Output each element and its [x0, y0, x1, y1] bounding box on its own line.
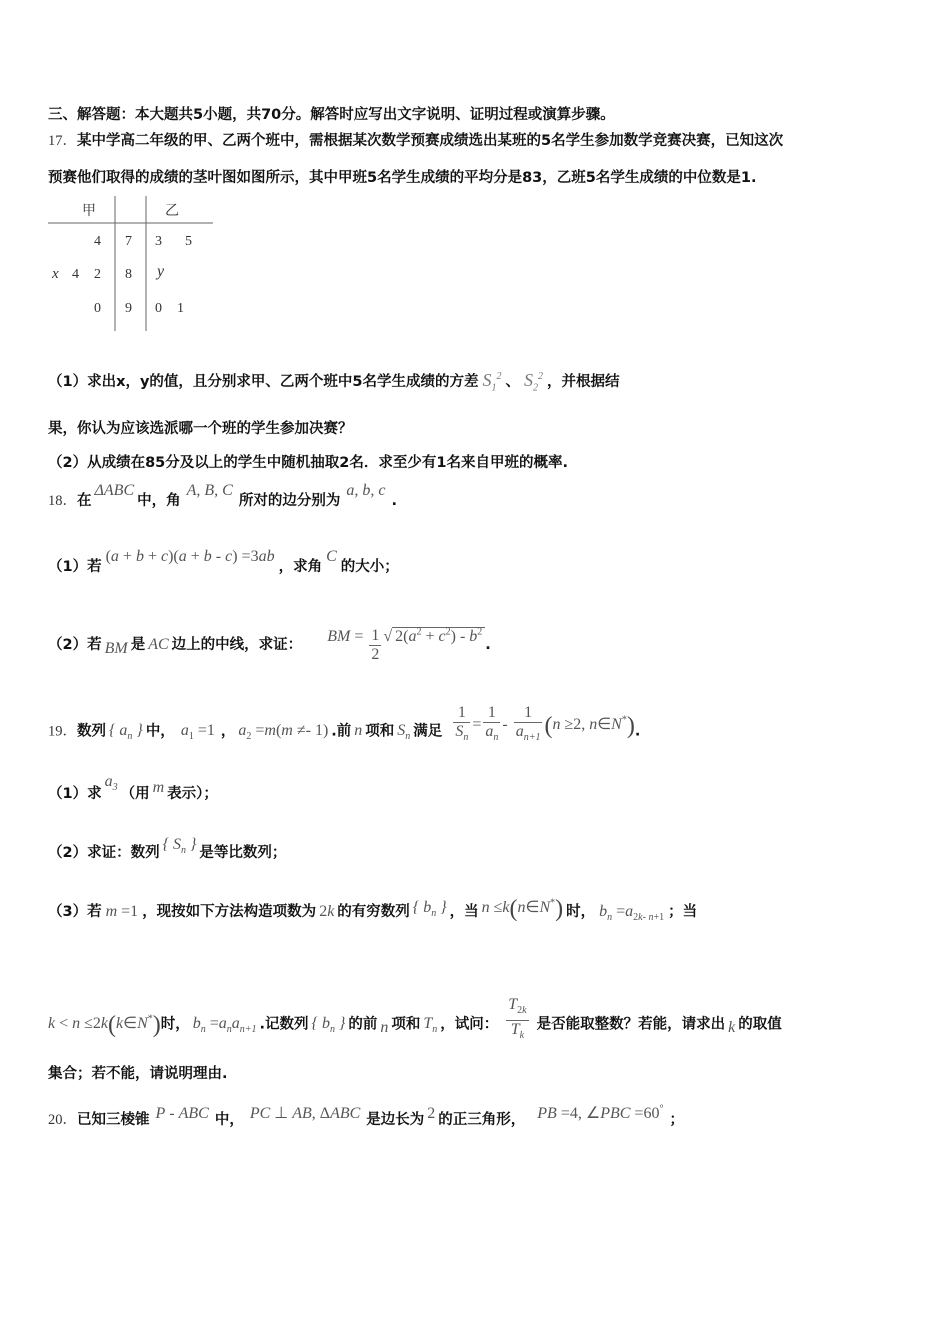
q17-number: 17． — [48, 133, 77, 149]
math-bn-def2: $b_n =a_na_{n+1}$ — [192, 1015, 257, 1036]
q18-text-suodui: 所对的边分别为 — [238, 493, 341, 509]
q19-end: . — [634, 723, 641, 740]
section-header: 三、解答题：本大题共5小题，共70分。解答时应写出文字说明、证明过程或演算步骤。 — [48, 107, 615, 123]
q19-line — [48, 704, 641, 753]
q17-p2: （2）从成绩在85分及以上的学生中随机抽取2名．求至少有1名来自甲班的概率. — [48, 455, 568, 471]
q19-p1b: （用 — [120, 786, 150, 802]
variance-s1: $S_1^2$ — [482, 370, 502, 394]
q19-t3: ， — [220, 723, 236, 740]
q19-p3e: 时， — [566, 904, 596, 920]
q19-t2: 中， — [145, 723, 175, 740]
q19-p3k: ，试问： — [440, 1016, 499, 1033]
q17-text2: 预赛他们取得的成绩的茎叶图如图所示，其中甲班5名学生成绩的平均分是83，乙班5名学生成绩的中位数是1. — [48, 170, 757, 186]
q19-part3-line1 — [48, 896, 698, 927]
math-angle-c: C — [326, 548, 337, 565]
q18-p2b: 是 — [130, 637, 146, 654]
q19-p1c: 表示）； — [167, 786, 218, 802]
row2-stem: 8 — [125, 267, 132, 282]
math-sn: $S_n$ — [397, 722, 411, 743]
math-a2: $a_2 =m(m \ne- 1)$ — [238, 722, 329, 743]
table-header-left: 甲 — [82, 203, 96, 219]
q19-p3n: 集合；若不能，请说明理由. — [48, 1066, 228, 1082]
q17-text1: 某中学高二年级的甲、乙两个班中，需根据某次数学预赛成绩选出某班的5名学生参加数学竞赛决赛，已知这次 — [77, 133, 784, 149]
q18-text-end: . — [391, 493, 397, 509]
math-seq-sn: { $S_n$ } — [162, 836, 197, 857]
q18-p1c: 的大小； — [340, 559, 399, 575]
q20-end: ； — [669, 1112, 684, 1128]
row1-left-0: 4 — [94, 234, 101, 249]
q19-p3j: 项和 — [391, 1016, 421, 1033]
row1-right-0: 3 — [155, 234, 162, 249]
row2-right-0: y — [157, 263, 165, 280]
q18-p2-end: . — [485, 637, 491, 654]
q17-p1b: ，并根据结 — [546, 374, 620, 390]
math-a3: $a_3$ — [104, 773, 118, 794]
row3-right-1: 1 — [177, 301, 184, 316]
stem-leaf-lines — [48, 196, 218, 336]
q17-p1c: 果，你认为应该选派哪一个班的学生参加决赛？ — [48, 421, 353, 437]
q18-text-zhong: 中，角 — [137, 493, 181, 509]
q17-p1a: （1）求出x，y的值，且分别求甲、乙两个班中5名学生成绩的方差 — [48, 374, 479, 390]
math-ac: AC — [148, 636, 169, 654]
q19-p3m: 的取值 — [738, 1016, 782, 1033]
q20-t2: 中， — [214, 1112, 244, 1128]
math-m: m — [152, 779, 165, 796]
math-2k: 2k — [319, 903, 335, 920]
row3-stem: 9 — [125, 301, 132, 316]
math-n: n — [354, 722, 363, 740]
row2-left-2: 2 — [94, 267, 101, 282]
row2-left-0: x — [52, 266, 59, 282]
q19-p1a: （1）求 — [48, 786, 102, 802]
math-k-lt-n: k < n ≤2k(k∈N*) — [48, 1012, 161, 1039]
q19-p3d: ，当 — [449, 904, 479, 920]
q20-number: 20． — [48, 1112, 77, 1128]
q18-line — [48, 482, 397, 510]
math-n-2: n — [380, 1019, 389, 1037]
math-seq-an: { $a_n$ } — [109, 722, 143, 743]
math-pb-angle: PB =4, ∠PBC =60° — [537, 1103, 664, 1122]
math-m-eq-1: m =1 — [105, 903, 139, 920]
row3-left-0: 0 — [94, 301, 101, 316]
math-recurrence: $\frac{1}{S_n}$ = $\frac{1}{a_n}$ - $\frac{1}{a_{n+1}}$ (n ≥2, n∈N*) — [455, 704, 635, 744]
math-t2k-over-tk: $\frac{T_{2k}}{T_k}$ — [508, 996, 527, 1042]
q19-number: 19． — [48, 723, 77, 740]
q19-t6: 满足 — [413, 723, 443, 740]
q18-text-zai: 在 — [77, 493, 92, 509]
q18-part1 — [48, 548, 399, 576]
q20-t3: 是边长为 — [366, 1112, 425, 1128]
q20-line — [48, 1103, 684, 1129]
q19-p3f: ；当 — [668, 904, 698, 920]
math-pyramid: P - ABC — [155, 1105, 209, 1122]
q19-t4: .前 — [331, 723, 352, 740]
stem-leaf-table — [48, 196, 218, 336]
q17-line1 — [48, 129, 783, 150]
q19-p3a: （3）若 — [48, 904, 102, 920]
q19-p3l: 是否能取整数？若能，请求出 — [536, 1016, 726, 1033]
math-tn: $T_n$ — [423, 1015, 438, 1036]
row1-stem: 7 — [125, 234, 132, 249]
q20-t1: 已知三棱锥 — [77, 1112, 150, 1128]
q17-part1-line1 — [48, 370, 619, 394]
q19-t1: 数列 — [77, 723, 106, 740]
math-pc-perp-ab: PC ⊥ AB, ΔABC — [249, 1105, 361, 1122]
q19-p2b: 是等比数列； — [199, 845, 287, 861]
math-bm-formula: BM = $\frac{1}{2}$ √ $2(a^2 + c^2) - b^2$ — [327, 628, 485, 645]
q19-p3b: ，现按如下方法构造项数为 — [142, 904, 317, 920]
math-seq-bn-2: { $b_n$ } — [311, 1015, 346, 1036]
math-two: 2 — [427, 1105, 436, 1122]
q19-p3c: 的有穷数列 — [337, 904, 410, 920]
math-bn-def1: $b_n =a_{2k- n+1}$ — [599, 903, 665, 924]
q18-p1b: ，求角 — [278, 559, 323, 575]
math-sides-abc: a, b, c — [346, 482, 386, 499]
q19-p2a: （2）求证：数列 — [48, 845, 160, 861]
math-n-le-k: n ≤k(n∈N*) — [481, 896, 564, 922]
q20-t4: 的正三角形， — [438, 1112, 526, 1128]
q18-number: 18． — [48, 493, 77, 509]
q18-p2c: 边上的中线，求证： — [171, 637, 303, 654]
row1-right-1: 5 — [185, 234, 192, 249]
math-seq-bn: { $b_n$ } — [412, 899, 447, 920]
math-condition-eq: (a + b + c)(a + b - c) =3ab — [105, 548, 275, 565]
q19-part3-line2 — [48, 996, 782, 1049]
math-bm: BM — [104, 640, 128, 658]
math-k: k — [728, 1019, 736, 1037]
q19-t5: 项和 — [365, 723, 395, 740]
math-a1: $a_1 =1$ — [180, 722, 215, 743]
q19-p3h: .记数列 — [259, 1016, 309, 1033]
q17-p1-sep: 、 — [505, 374, 520, 390]
variance-s2: $S_2^2$ — [523, 370, 543, 394]
q19-p3i: 的前 — [348, 1016, 378, 1033]
q19-part1 — [48, 773, 218, 805]
math-angles-abc: A, B, C — [186, 482, 233, 499]
math-triangle-abc: ΔABC — [94, 482, 135, 499]
q18-p1a: （1）若 — [48, 559, 102, 575]
q19-p3g: 时， — [160, 1016, 190, 1033]
q19-part2 — [48, 836, 287, 864]
row2-left-1: 4 — [72, 267, 79, 282]
row3-right-0: 0 — [155, 301, 162, 316]
q18-part2 — [48, 627, 491, 664]
q18-p2a: （2）若 — [48, 637, 102, 654]
table-header-right: 乙 — [165, 203, 179, 219]
